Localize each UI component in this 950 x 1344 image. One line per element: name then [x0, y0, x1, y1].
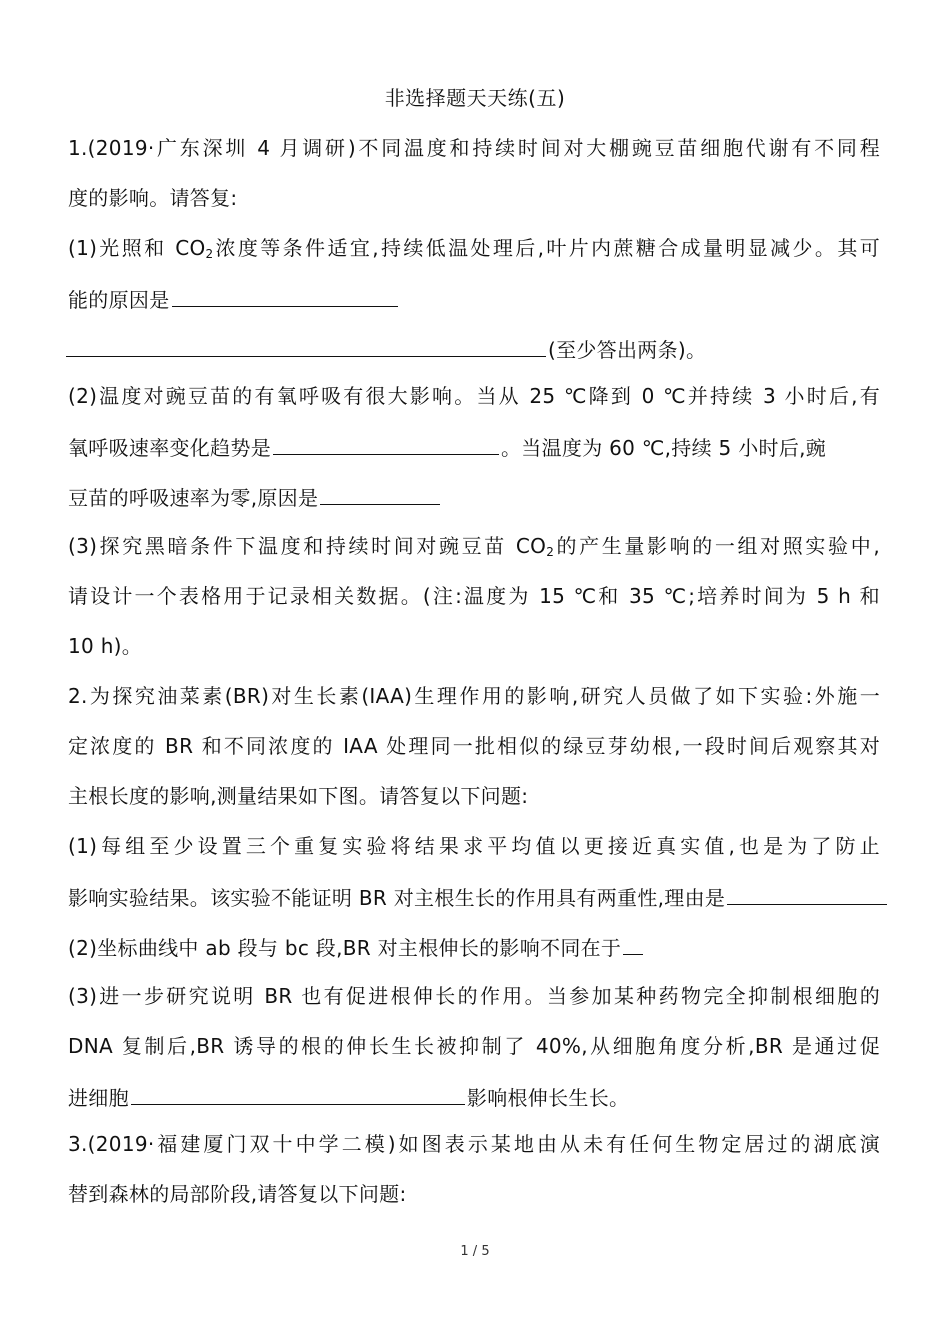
q1-part2-line-1: (2)温度对豌豆苗的有氧呼吸有很大影响。当从 25 ℃降到 0 ℃并持续 3 小时后,有	[68, 384, 880, 408]
q2-stem-line-1: 2.为探究油菜素(BR)对生长素(IAA)生理作用的影响,研究人员做了如下实验:外施一	[68, 684, 880, 708]
q1-part1-line-1	[68, 234, 880, 262]
q1-part1-answer-blank-1[interactable]	[172, 284, 398, 307]
q2-part3-text-c: 进细胞	[68, 1086, 129, 1110]
q2-stem-line-3: 主根长度的影响,测量结果如下图。请答复以下问题:	[68, 784, 529, 808]
q1-part3-text-b: 的产生量影响的一组对照实验中,	[554, 534, 880, 558]
q1-part1-text-b: 浓度等条件适宜,持续低温处理后,叶片内蔗糖合成量明显减少。其可	[213, 236, 880, 260]
q1-part2-text-b: 氧呼吸速率变化趋势是	[68, 436, 271, 460]
q1-part2-text-d: 豆苗的呼吸速率为零,原因是	[68, 486, 319, 510]
q1-part1-answer-blank-2[interactable]	[66, 334, 546, 357]
q1-part3-line-1	[68, 532, 880, 560]
q2-stem-line-2: 定浓度的 BR 和不同浓度的 IAA 处理同一批相似的绿豆芽幼根,一段时间后观察其对	[68, 734, 880, 758]
q1-part3-subscript: 2	[546, 545, 555, 559]
q1-part3-text-a: (3)探究黑暗条件下温度和持续时间对豌豆苗 CO	[68, 534, 547, 558]
q1-part2-answer-blank-2[interactable]	[320, 482, 440, 505]
q1-stem-line-2: 度的影响。请答复:	[68, 186, 238, 210]
q1-part2-line-3	[68, 482, 442, 512]
q1-part1-line-3	[66, 334, 706, 364]
q1-part1-text-c: 能的原因是	[68, 288, 170, 312]
q1-part2-answer-blank-1[interactable]	[273, 432, 499, 455]
q2-part2-answer-blank[interactable]	[623, 932, 643, 955]
q3-stem-line-1: 3.(2019·福建厦门双十中学二模)如图表示某地由从未有任何生物定居过的湖底演	[68, 1132, 880, 1156]
q1-part2-text-c: 。当温度为 60 ℃,持续 5 小时后,豌	[501, 436, 827, 460]
q1-part3-line-3: 10 h)。	[68, 634, 143, 658]
q2-part3-line-2: DNA 复制后,BR 诱导的根的伸长生长被抑制了 40%,从细胞角度分析,BR 是通过促	[68, 1034, 880, 1058]
q1-stem-line-1: 1.(2019·广东深圳 4 月调研)不同温度和持续时间对大棚豌豆苗细胞代谢有不同程	[68, 136, 880, 160]
q2-part3-text-d: 影响根伸长生长。	[466, 1086, 630, 1110]
q2-part1-answer-blank[interactable]	[727, 882, 887, 905]
q1-part1-subscript: 2	[205, 247, 214, 261]
q2-part3-line-3	[68, 1082, 629, 1112]
q2-part1-line-1: (1)每组至少设置三个重复实验将结果求平均值以更接近真实值,也是为了防止	[68, 834, 880, 858]
q1-part1-text-d: (至少答出两条)。	[548, 338, 707, 362]
q1-part1-line-2	[68, 284, 400, 314]
q2-part3-line-1: (3)进一步研究说明 BR 也有促进根伸长的作用。当参加某种药物完全抑制根细胞的	[68, 984, 880, 1008]
q1-part2-line-2	[68, 432, 826, 462]
q2-part3-answer-blank[interactable]	[131, 1082, 465, 1105]
q2-part2-text: (2)坐标曲线中 ab 段与 bc 段,BR 对主根伸长的影响不同在于	[68, 936, 622, 960]
page-number: 1 / 5	[460, 1244, 490, 1259]
q1-part1-text-a: (1)光照和 CO	[68, 236, 206, 260]
q2-part1-line-2	[68, 882, 889, 912]
q2-part1-text-b: 影响实验结果。该实验不能证明 BR 对主根生长的作用具有两重性,理由是	[68, 886, 726, 910]
q2-part2-line	[68, 932, 645, 962]
q3-stem-line-2: 替到森林的局部阶段,请答复以下问题:	[68, 1182, 407, 1206]
q1-part3-line-2: 请设计一个表格用于记录相关数据。(注:温度为 15 ℃和 35 ℃;培养时间为 5 h 和	[68, 584, 880, 608]
page-title: 非选择题天天练(五)	[384, 86, 566, 110]
